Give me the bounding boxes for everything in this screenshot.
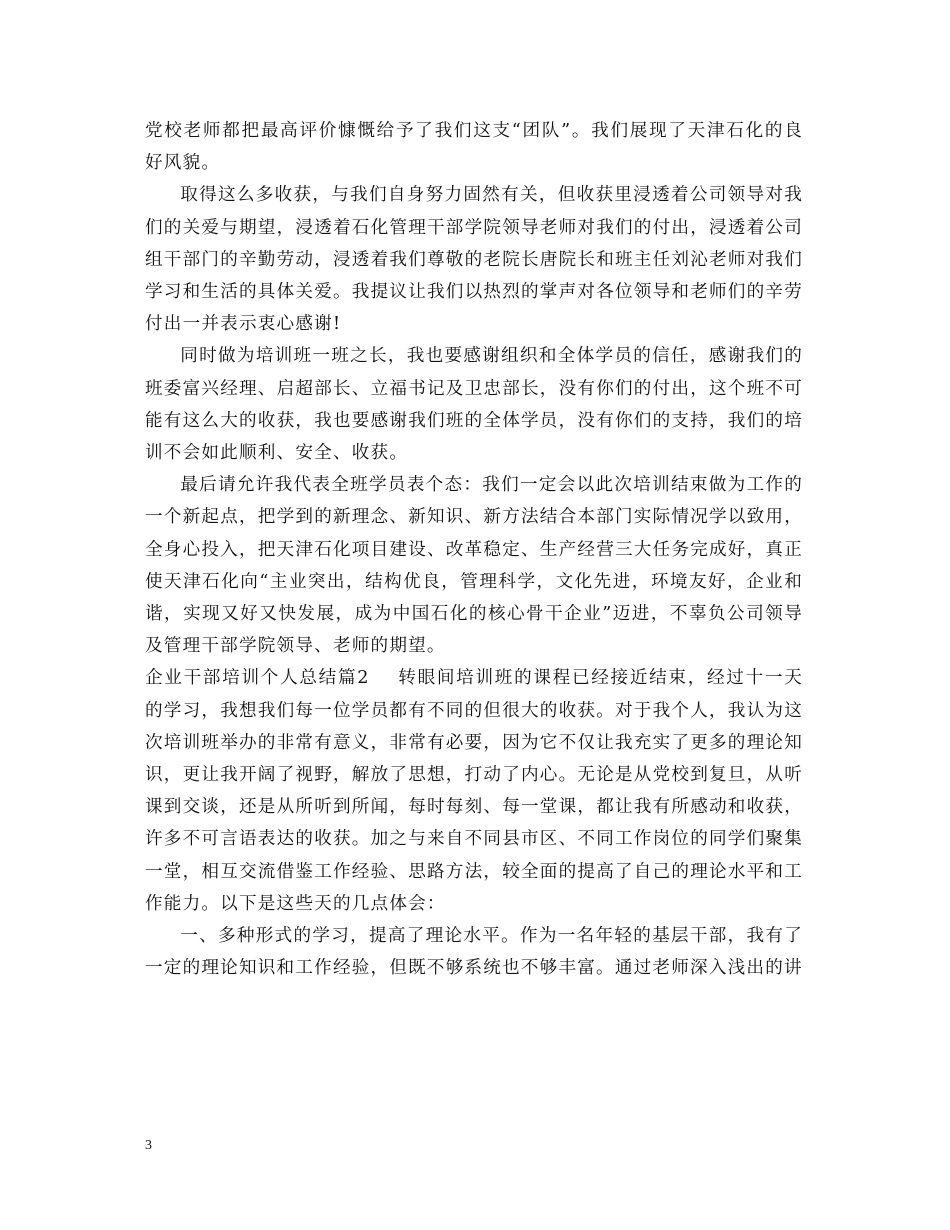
paragraph-5-body: 转眼间培训班的课程已经接近结束，经过十一天的学习，我想我们每一位学员都有不同的但很大的收获。对于我个人，我认为这次培训班举办的非常有意义，非常有必要，因为它不仅让我充实了更多的理论知识，更让我开阔了视野，解放了思想，打动了内心。无论是从党校到复旦，从听课到交谈，还是从所听到所闻，每时每刻、每一堂课，都让我有所感动和收获，许多不可言语表达的收获。加之与来自不同县市区、不同工作岗位的同学们聚集一堂，相互交流借鉴工作经验、思路方法，较全面的提高了自己的理论水平和工作能力。以下是这些天的几点体会： [145, 668, 803, 914]
paragraph-3: 同时做为培训班一班之长，我也要感谢组织和全体学员的信任，感谢我们的班委富兴经理、启超部长、立福书记及卫忠部长，没有你们的付出，这个班不可能有这么大的收获，我也要感谢我们班的全体学员，没有你们的支持，我们的培训不会如此顺利、安全、收获。 [145, 346, 803, 464]
paragraph-5 [145, 662, 803, 920]
paragraph-1: 党校老师都把最高评价慷慨给予了我们这支“团队”。我们展现了天津石化的良好风貌。 [145, 121, 803, 174]
document-body [145, 115, 803, 984]
paragraph-2: 取得这么多收获，与我们自身努力固然有关，但收获里浸透着公司领导对我们的关爱与期望，浸透着石化管理干部学院领导老师对我们的付出，浸透着公司组干部门的辛勤劳动，浸透着我们尊敬的老院长唐院长和班主任刘沁老师对我们学习和生活的具体关爱。我提议让我们以热烈的掌声对各位领导和老师们的辛劳付出一并表示衷心感谢! [145, 185, 803, 335]
section-heading: 企业干部培训个人总结篇2 [145, 668, 370, 689]
paragraph-4: 最后请允许我代表全班学员表个态：我们一定会以此次培训结束做为工作的一个新起点，把学到的新理念、新知识、新方法结合本部门实际情况学以致用，全身心投入，把天津石化项目建设、改革稳定、生产经营三大任务完成好，真正使天津石化向“主业突出，结构优良，管理科学，文化先进，环境友好，企业和谐，实现又好又快发展，成为中国石化的核心骨干企业”迈进，不辜负公司领导及管理干部学院领导、老师的期望。 [145, 475, 803, 657]
page-number: 3 [145, 1138, 152, 1153]
paragraph-6: 一、多种形式的学习，提高了理论水平。作为一名年轻的基层干部，我有了一定的理论知识和工作经验，但既不够系统也不够丰富。通过老师深入浅出的讲 [145, 926, 803, 979]
